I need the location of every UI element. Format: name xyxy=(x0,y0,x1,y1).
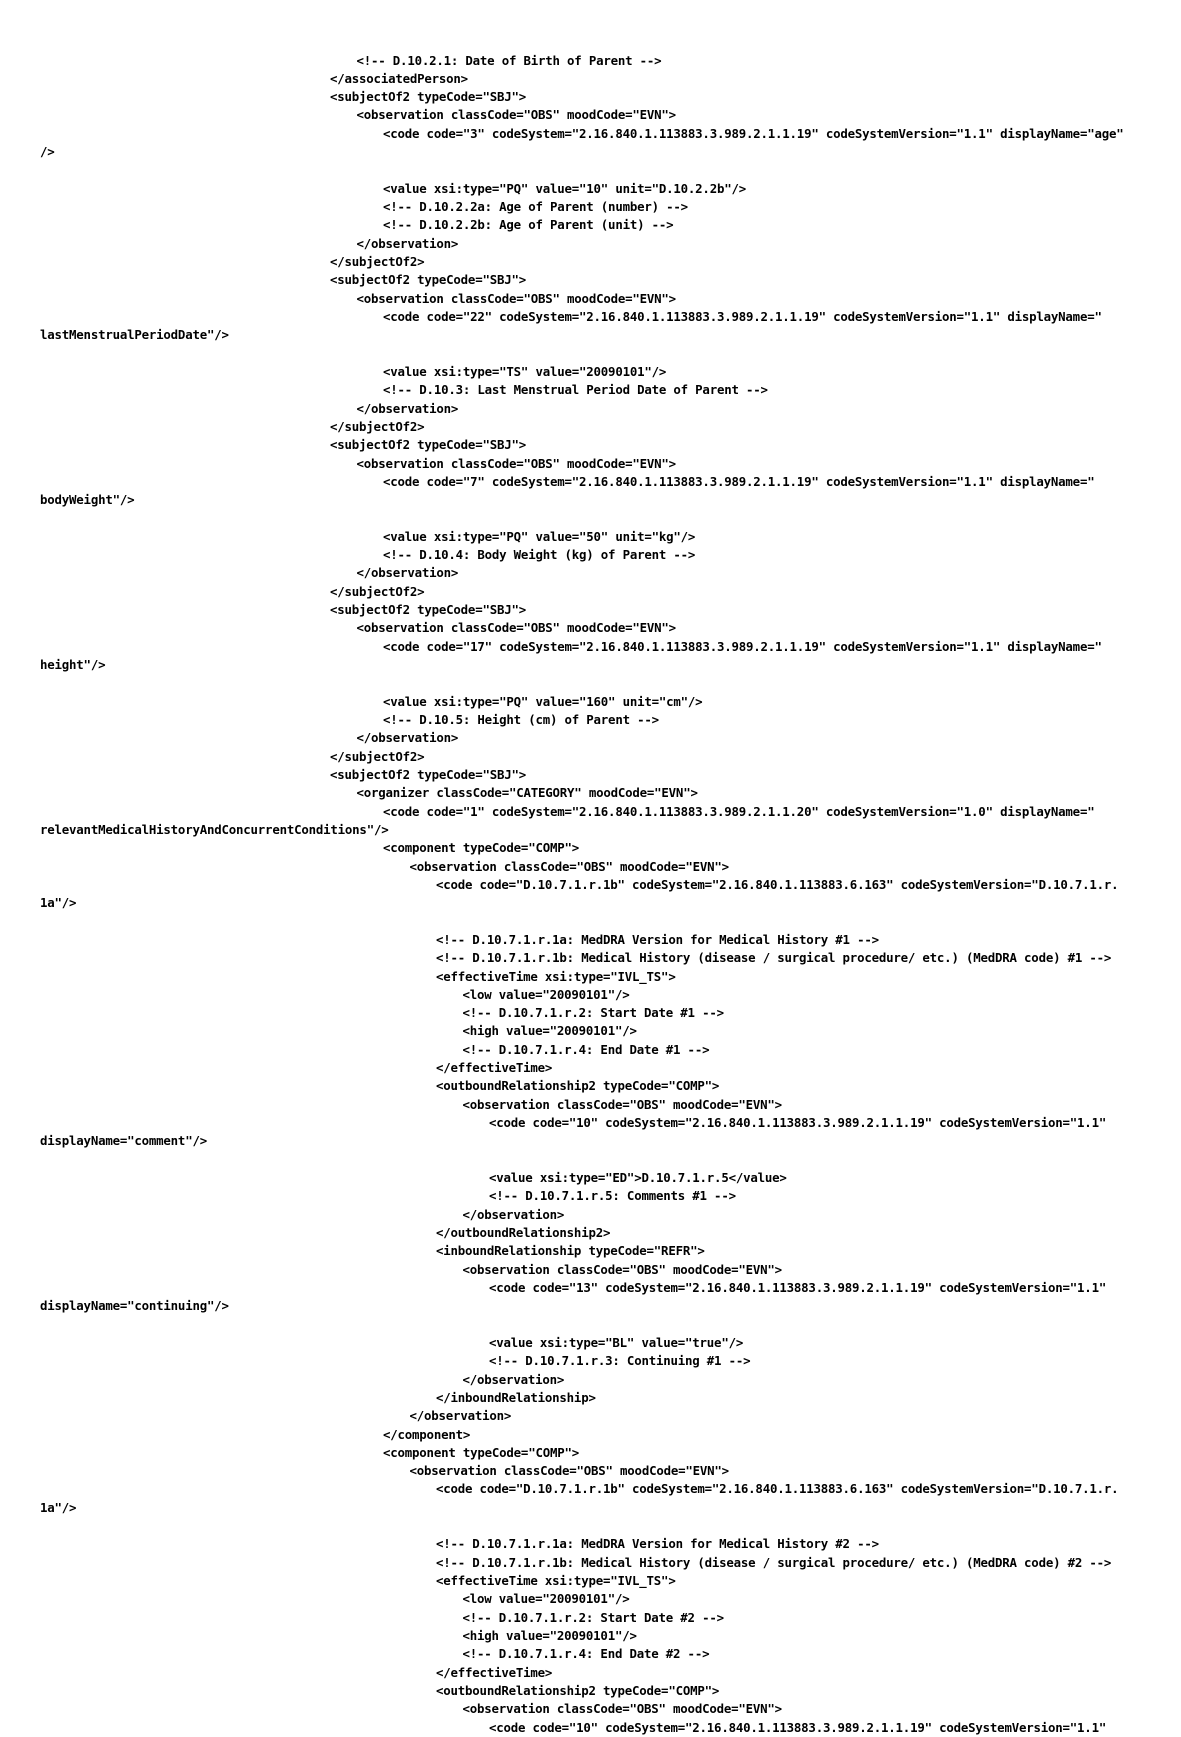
code-line: <inboundRelationship typeCode="REFR"> xyxy=(436,1243,705,1259)
code-line: <!-- D.10.7.1.r.1a: MedDRA Version for Medical History #2 --> xyxy=(436,1536,879,1552)
code-line: </inboundRelationship> xyxy=(436,1389,596,1405)
code-line: <code code="1" codeSystem="2.16.840.1.113883.3.989.2.1.1.20" codeSystemVersion="1.0" displayName=" xyxy=(383,803,1095,819)
code-line: <subjectOf2 typeCode="SBJ"> xyxy=(330,766,527,782)
code-line: <!-- D.10.2.2a: Age of Parent (number) --> xyxy=(383,199,688,215)
code-line: height"/> xyxy=(40,657,106,673)
code-line: <!-- D.10.7.1.r.4: End Date #1 --> xyxy=(462,1041,710,1057)
code-line: <code code="10" codeSystem="2.16.840.1.113883.3.989.2.1.1.19" codeSystemVersion="1.1" xyxy=(489,1115,1107,1131)
code-line: lastMenstrualPeriodDate"/> xyxy=(40,327,229,343)
code-line: <subjectOf2 typeCode="SBJ"> xyxy=(330,272,527,288)
code-line: <code code="D.10.7.1.r.1b" codeSystem="2.16.840.1.113883.6.163" codeSystemVersion="D.10.7.1.r. xyxy=(436,1481,1119,1497)
code-line: relevantMedicalHistoryAndConcurrentConditions"/> xyxy=(40,821,389,837)
code-line: <value xsi:type="ED">D.10.7.1.r.5</value> xyxy=(489,1170,787,1186)
code-line: <code code="D.10.7.1.r.1b" codeSystem="2.16.840.1.113883.6.163" codeSystemVersion="D.10.7.1.r. xyxy=(436,876,1119,892)
code-line: <observation classCode="OBS" moodCode="EVN"> xyxy=(462,1261,782,1277)
code-line: </effectiveTime> xyxy=(436,1060,553,1076)
code-line: <observation classCode="OBS" moodCode="EVN"> xyxy=(462,1096,782,1112)
code-line: </observation> xyxy=(409,1408,512,1424)
code-line: 1a"/> xyxy=(40,895,77,911)
code-line: </subjectOf2> xyxy=(330,748,425,764)
code-line: <subjectOf2 typeCode="SBJ"> xyxy=(330,602,527,618)
code-line: <subjectOf2 typeCode="SBJ"> xyxy=(330,437,527,453)
code-line: <code code="22" codeSystem="2.16.840.1.113883.3.989.2.1.1.19" codeSystemVersion="1.1" displayName=" xyxy=(383,308,1102,324)
code-line: <!-- D.10.2.2b: Age of Parent (unit) --> xyxy=(383,217,674,233)
code-line: <!-- D.10.7.1.r.1b: Medical History (disease / surgical procedure/ etc.) (MedDRA code) #1 --> xyxy=(436,950,1112,966)
code-line: <observation classCode="OBS" moodCode="EVN"> xyxy=(409,858,729,874)
code-line: <outboundRelationship2 typeCode="COMP"> xyxy=(436,1682,720,1698)
code-line: </observation> xyxy=(462,1206,565,1222)
code-line: </subjectOf2> xyxy=(330,254,425,270)
code-line: <observation classCode="OBS" moodCode="EVN"> xyxy=(409,1463,729,1479)
code-line: <!-- D.10.7.1.r.5: Comments #1 --> xyxy=(489,1188,736,1204)
code-line: </associatedPerson> xyxy=(330,70,468,86)
code-line: </observation> xyxy=(462,1371,565,1387)
code-line: 1a"/> xyxy=(40,1499,77,1515)
code-line: <observation classCode="OBS" moodCode="EVN"> xyxy=(356,107,676,123)
code-line: <component typeCode="COMP"> xyxy=(383,840,580,856)
code-line: <code code="13" codeSystem="2.16.840.1.113883.3.989.2.1.1.19" codeSystemVersion="1.1" xyxy=(489,1279,1107,1295)
code-line: <!-- D.10.7.1.r.2: Start Date #2 --> xyxy=(462,1609,724,1625)
code-line: <!-- D.10.5: Height (cm) of Parent --> xyxy=(383,712,659,728)
code-line: <code code="17" codeSystem="2.16.840.1.113883.3.989.2.1.1.19" codeSystemVersion="1.1" displayName=" xyxy=(383,638,1102,654)
code-line: displayName="comment"/> xyxy=(40,1133,207,1149)
code-line: </component> xyxy=(383,1426,471,1442)
code-line: <code code="7" codeSystem="2.16.840.1.113883.3.989.2.1.1.19" codeSystemVersion="1.1" displayName=" xyxy=(383,473,1095,489)
code-line: <observation classCode="OBS" moodCode="EVN"> xyxy=(356,290,676,306)
code-line: <outboundRelationship2 typeCode="COMP"> xyxy=(436,1078,720,1094)
code-line: <component typeCode="COMP"> xyxy=(383,1444,580,1460)
code-line: <!-- D.10.3: Last Menstrual Period Date of Parent --> xyxy=(383,382,768,398)
code-line: <!-- D.10.7.1.r.1a: MedDRA Version for Medical History #1 --> xyxy=(436,931,879,947)
code-line: <!-- D.10.2.1: Date of Birth of Parent --> xyxy=(356,52,662,68)
code-line: bodyWeight"/> xyxy=(40,492,135,508)
code-line: <organizer classCode="CATEGORY" moodCode="EVN"> xyxy=(356,785,698,801)
code-line: <effectiveTime xsi:type="IVL_TS"> xyxy=(436,1573,676,1589)
code-line: </observation> xyxy=(356,235,459,251)
code-line: <value xsi:type="TS" value="20090101"/> xyxy=(383,363,667,379)
code-line: displayName="continuing"/> xyxy=(40,1298,229,1314)
code-line: <low value="20090101"/> xyxy=(462,986,630,1002)
code-line: <effectiveTime xsi:type="IVL_TS"> xyxy=(436,968,676,984)
code-line: </observation> xyxy=(356,730,459,746)
code-line: </subjectOf2> xyxy=(330,583,425,599)
code-line: </observation> xyxy=(356,565,459,581)
code-line: <subjectOf2 typeCode="SBJ"> xyxy=(330,89,527,105)
code-line: <!-- D.10.7.1.r.4: End Date #2 --> xyxy=(462,1646,710,1662)
code-line: <value xsi:type="BL" value="true"/> xyxy=(489,1334,744,1350)
code-line: <!-- D.10.4: Body Weight (kg) of Parent --> xyxy=(383,547,696,563)
xml-code-page xyxy=(40,50,1136,1735)
code-line: <code code="10" codeSystem="2.16.840.1.113883.3.989.2.1.1.19" codeSystemVersion="1.1" xyxy=(489,1719,1107,1735)
code-line: /> xyxy=(40,144,55,160)
code-line: </effectiveTime> xyxy=(436,1664,553,1680)
code-line: </observation> xyxy=(356,400,459,416)
code-line: <high value="20090101"/> xyxy=(462,1023,637,1039)
code-line: <observation classCode="OBS" moodCode="EVN"> xyxy=(356,455,676,471)
code-line: <low value="20090101"/> xyxy=(462,1591,630,1607)
code-line: <!-- D.10.7.1.r.3: Continuing #1 --> xyxy=(489,1353,751,1369)
code-line: <high value="20090101"/> xyxy=(462,1628,637,1644)
code-line: <!-- D.10.7.1.r.2: Start Date #1 --> xyxy=(462,1005,724,1021)
code-line: <value xsi:type="PQ" value="10" unit="D.10.2.2b"/> xyxy=(383,180,746,196)
code-line: <observation classCode="OBS" moodCode="EVN"> xyxy=(462,1701,782,1717)
code-line: </outboundRelationship2> xyxy=(436,1224,611,1240)
code-line: </subjectOf2> xyxy=(330,418,425,434)
code-line: <!-- D.10.7.1.r.1b: Medical History (disease / surgical procedure/ etc.) (MedDRA code) #2 --> xyxy=(436,1554,1112,1570)
code-line: <value xsi:type="PQ" value="50" unit="kg"/> xyxy=(383,528,696,544)
code-line: <value xsi:type="PQ" value="160" unit="cm"/> xyxy=(383,693,703,709)
code-line: <observation classCode="OBS" moodCode="EVN"> xyxy=(356,620,676,636)
code-line: <code code="3" codeSystem="2.16.840.1.113883.3.989.2.1.1.19" codeSystemVersion="1.1" displayName="age" xyxy=(383,125,1124,141)
